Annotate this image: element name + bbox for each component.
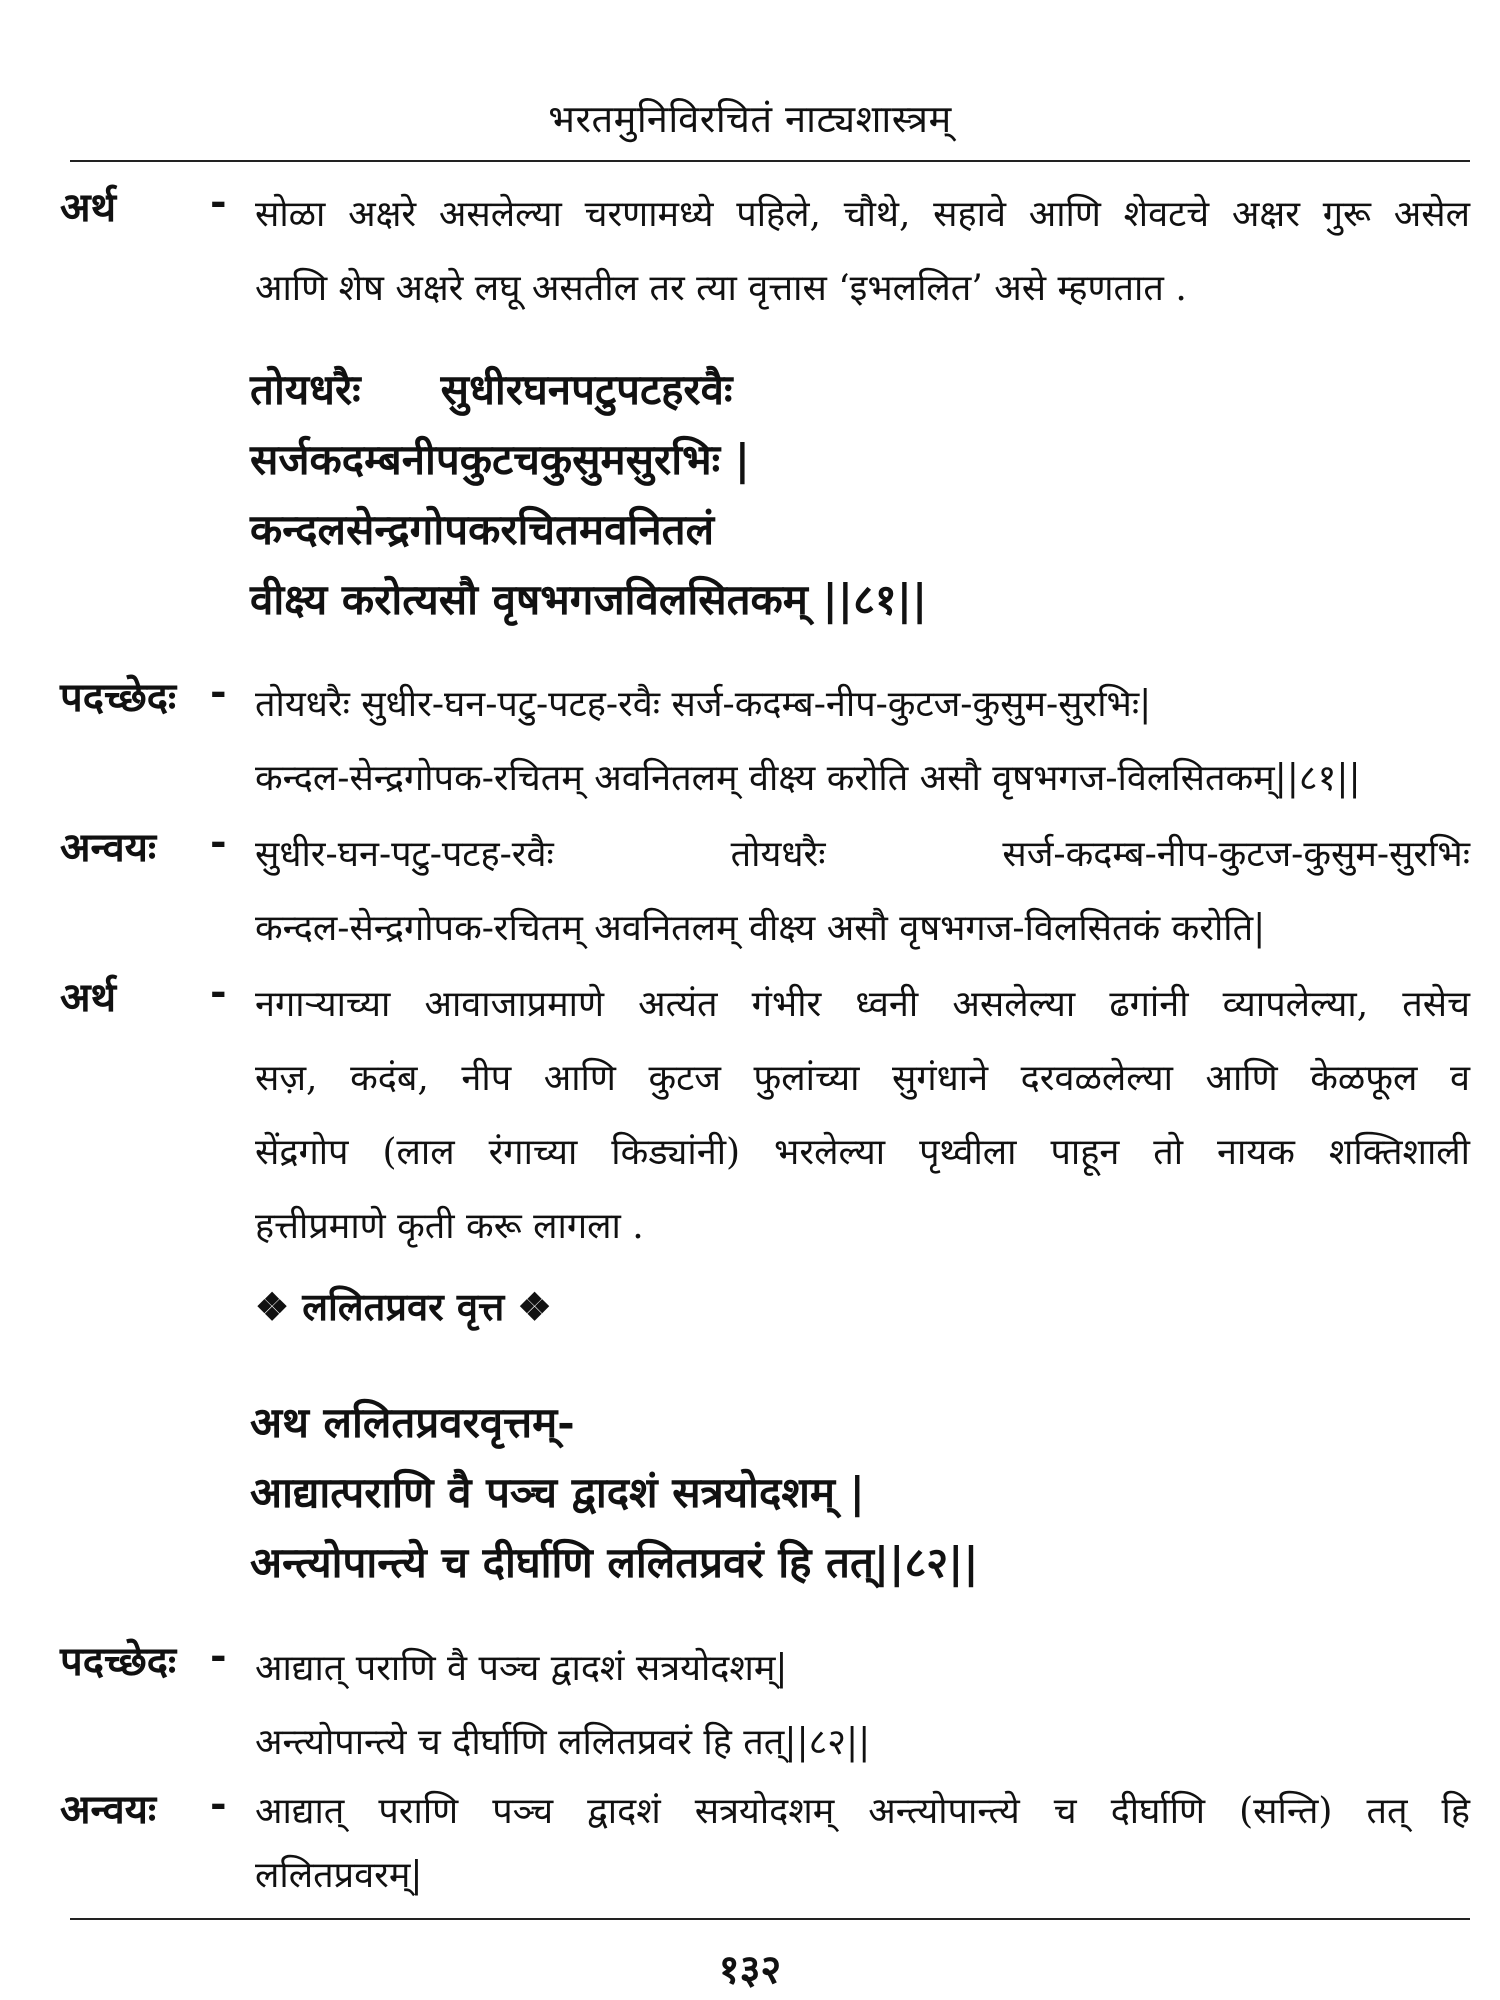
artha-label: अर्थ (60, 974, 117, 1021)
label-dash: - (210, 968, 227, 1015)
anvaya-text (255, 1780, 1470, 1908)
verse-81 (250, 355, 927, 635)
text-line: आणि शेष अक्षरे लघू असतील तर त्या वृत्तास ‘इभललित’ असे म्हणतात . (255, 268, 1187, 309)
text-line: सुधीर-घन-पटु-पटह-रवैः तोयधरैः सर्ज-कदम्ब-नीप-कुटज-कुसुम-सुरभिः (255, 834, 1470, 875)
anvaya-text (255, 818, 1470, 966)
verse-line: आद्यात्पराणि वै पञ्च द्वादशं सत्रयोदशम् | (250, 1468, 865, 1517)
text-line: ललितप्रवरम्| (255, 1855, 423, 1896)
artha-text (255, 178, 1470, 326)
artha-text (255, 968, 1470, 1264)
text-line: कन्दल-सेन्द्रगोपक-रचितम् अवनितलम् वीक्ष्य करोति असौ वृषभगज-विलसितकम्||८१|| (255, 758, 1361, 799)
label-dash: - (210, 818, 227, 865)
verse-line: सर्जकदम्बनीपकुटचकुसुमसुरभिः | (250, 435, 751, 484)
text-line: आद्यात् पराणि पञ्च द्वादशं सत्रयोदशम् अन्त्योपान्त्ये च दीर्घाणि (सन्ति) तत् हि (255, 1791, 1471, 1832)
artha-label: अर्थ (60, 184, 117, 231)
section-heading: ❖ ललितप्रवर वृत्त ❖ (255, 1284, 552, 1329)
text-line: सेंद्रगोप (लाल रंगाच्या किड्यांनी) भरलेल्या पृथ्वीला पाहून तो नायक शक्तिशाली (255, 1132, 1470, 1173)
verse-segment: तोयधरैः (250, 365, 361, 414)
header-rule (70, 160, 1470, 162)
padaccheda-text (255, 1632, 1470, 1780)
verse-line: अन्त्योपान्त्ये च दीर्घाणि ललितप्रवरं हि तत्||८२|| (250, 1538, 979, 1587)
verse-line (250, 355, 927, 425)
verse-line: अथ ललितप्रवरवृत्तम्- (250, 1398, 575, 1447)
label-dash: - (210, 1632, 227, 1679)
verse-line: कन्दलसेन्द्रगोपकरचितमवनितलं (250, 505, 715, 554)
padaccheda-label: पदच्छेदः (60, 674, 177, 721)
text-line: अन्त्योपान्त्ये च दीर्घाणि ललितप्रवरं हि तत्||८२|| (255, 1722, 871, 1763)
page-number: १३२ (718, 1946, 782, 1993)
label-dash: - (210, 178, 227, 225)
padaccheda-label: पदच्छेदः (60, 1638, 177, 1685)
padaccheda-text (255, 668, 1470, 816)
text-line: तोयधरैः सुधीर-घन-पटु-पटह-रवैः सर्ज-कदम्ब-नीप-कुटज-कुसुम-सुरभिः| (255, 684, 1152, 725)
text-line: आद्यात् पराणि वै पञ्च द्वादशं सत्रयोदशम्| (255, 1648, 788, 1689)
label-dash: - (210, 668, 227, 715)
text-line: सोळा अक्षरे असलेल्या चरणामध्ये पहिले, चौथे, सहावे आणि शेवटचे अक्षर गुरू असेल (255, 194, 1470, 235)
anvaya-label: अन्वयः (60, 1786, 157, 1833)
label-dash: - (210, 1780, 227, 1827)
text-line: हत्तीप्रमाणे कृती करू लागला . (255, 1206, 644, 1247)
footer-rule (70, 1918, 1470, 1920)
verse-segment: सुधीरघनपटुपटहरवैः (440, 365, 733, 414)
text-line: सज़, कदंब, नीप आणि कुटज फुलांच्या सुगंधाने दरवळलेल्या आणि केळफूल व (255, 1058, 1470, 1099)
verse-82 (250, 1388, 979, 1598)
text-line: नगाऱ्याच्या आवाजाप्रमाणे अत्यंत गंभीर ध्वनी असलेल्या ढगांनी व्यापलेल्या, तसेच (255, 984, 1470, 1025)
anvaya-label: अन्वयः (60, 824, 157, 871)
text-line: कन्दल-सेन्द्रगोपक-रचितम् अवनितलम् वीक्ष्य असौ वृषभगज-विलसितकं करोति| (255, 908, 1266, 949)
running-header: भरतमुनिविरचितं नाट्यशास्त्रम् (548, 97, 952, 141)
verse-line: वीक्ष्य करोत्यसौ वृषभगजविलसितकम् ||८१|| (250, 575, 928, 624)
